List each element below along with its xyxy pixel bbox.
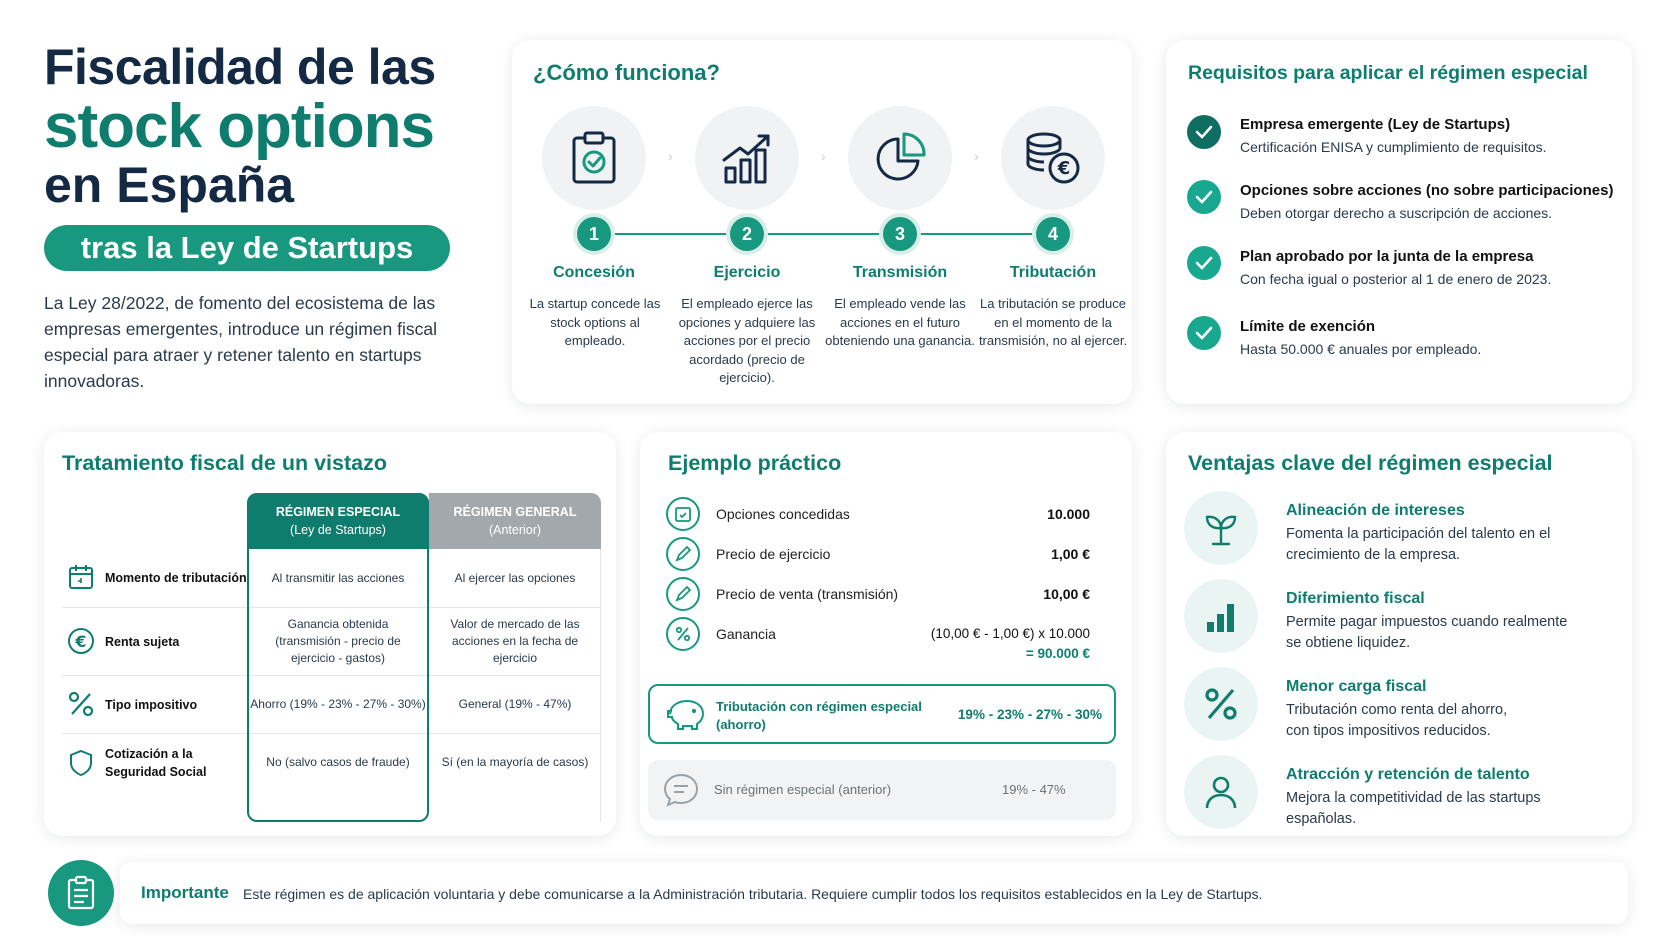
check-icon	[1187, 115, 1221, 149]
hero-intro: La Ley 28/2022, de fomento del ecosistema de las empresas emergentes, introduce un régimen fiscal especial para atraer y retener talento en startups innovadoras.	[44, 293, 437, 391]
example-row-options-label: Opciones concedidas	[716, 506, 850, 522]
pencil-icon	[666, 577, 700, 611]
cell-special-income: Ganancia obtenida (transmisión - precio de ejercicio - gastos)	[275, 617, 401, 665]
row-label-timing: Momento de tributación	[105, 571, 247, 585]
step-2-desc: El empleado ejerce las opciones y adquiere las acciones por el precio acordado (precio de ejercicio).	[678, 296, 816, 385]
sprout-icon	[1201, 508, 1241, 548]
advantage-2-title: Diferimiento fiscal	[1286, 590, 1425, 607]
special-regime-result-value: 19% - 23% - 27% - 30%	[957, 707, 1102, 722]
example-row-gain-formula: (10,00 € - 1,00 €) x 10.000	[930, 626, 1090, 641]
cell-special-social-security: No (salvo casos de fraude)	[266, 754, 410, 769]
hero-title-line3: en España	[44, 157, 295, 213]
hero-title-line1: Fiscalidad de las	[44, 39, 436, 95]
general-regime-header-label: RÉGIMEN GENERAL	[453, 505, 577, 519]
row-label-tax-rate: Tipo impositivo	[105, 698, 198, 712]
chevron-right-icon: ›	[974, 148, 979, 164]
important-note-icon-circle	[48, 860, 114, 926]
important-note-text: Este régimen es de aplicación voluntaria y debe comunicarse a la Administración tributaria. Requiere cumplir todos los requisitos establecidos en la Ley de Startups.	[243, 886, 1263, 902]
general-regime-header-sub: (Anterior)	[488, 523, 542, 537]
step-1-desc: La startup concede las stock options al empleado.	[529, 296, 661, 348]
example-gain-total: = 90.000 €	[1025, 646, 1090, 661]
step-1-icon-circle	[542, 106, 646, 210]
requirement-4-desc: Hasta 50.000 € anuales por empleado.	[1240, 341, 1482, 357]
check-icon	[1187, 246, 1221, 280]
requirements-title: Requisitos para aplicar el régimen especial	[1188, 62, 1588, 84]
cell-general-timing: Al ejercer las opciones	[454, 570, 576, 585]
row-label-social-security: Cotización a la Seguridad Social	[105, 747, 207, 779]
calendar-check-icon	[666, 497, 700, 531]
cell-special-tax-rate: Ahorro (19% - 23% - 27% - 30%)	[250, 697, 426, 711]
euro-icon	[66, 626, 96, 656]
check-icon	[1187, 180, 1221, 214]
svg-text:€: €	[75, 632, 87, 651]
step-4-title: Tributación	[1009, 264, 1097, 281]
step-4-number: 4	[1036, 217, 1070, 251]
hero-title-line2: stock options	[44, 92, 435, 161]
requirement-2-desc: Deben otorgar derecho a suscripción de acciones.	[1240, 205, 1553, 221]
step-2-title: Ejercicio	[713, 264, 781, 281]
clipboard-check-icon	[568, 130, 620, 186]
fiscal-table-title: Tratamiento fiscal de un vistazo	[62, 451, 387, 475]
general-regime-result-value: 19% - 47%	[1002, 782, 1066, 797]
requirement-1-desc: Certificación ENISA y cumplimiento de requisitos.	[1240, 139, 1547, 155]
calendar-icon	[66, 562, 96, 592]
example-row-options-value: 10.000	[1047, 506, 1090, 522]
special-regime-header-label: RÉGIMEN ESPECIAL	[275, 505, 401, 519]
piggy-bank-icon	[662, 696, 706, 734]
hero-subtitle-pill: tras la Ley de Startups	[44, 225, 450, 271]
shield-icon	[66, 748, 96, 778]
bar-chart-icon	[1201, 596, 1241, 636]
example-row-sale-value: 10,00 €	[1043, 586, 1090, 602]
cell-general-income: Valor de mercado de las acciones en la fecha de ejercicio	[450, 617, 580, 665]
requirement-1-title: Empresa emergente (Ley de Startups)	[1240, 116, 1511, 133]
requirement-2-title: Opciones sobre acciones (no sobre participaciones)	[1240, 182, 1614, 199]
special-regime-header-sub: (Ley de Startups)	[290, 523, 386, 537]
svg-text:€: €	[1057, 158, 1071, 179]
percent-icon	[666, 617, 700, 651]
special-regime-result-label: Tributación con régimen especial (ahorro)	[716, 699, 922, 732]
growth-chart-icon	[718, 130, 776, 186]
step-3-icon-circle	[848, 106, 952, 210]
requirement-3-title: Plan aprobado por la junta de la empresa	[1240, 248, 1534, 265]
step-3-number: 3	[883, 217, 917, 251]
check-icon	[1187, 316, 1221, 350]
example-title: Ejemplo práctico	[668, 451, 842, 475]
pencil-icon	[666, 537, 700, 571]
cell-general-tax-rate: General (19% - 47%)	[458, 697, 572, 711]
row-label-income: Renta sujeta	[105, 635, 180, 649]
example-row-exercise-value: 1,00 €	[1051, 546, 1090, 562]
step-4-icon-circle	[1001, 106, 1105, 210]
person-icon	[1201, 772, 1241, 812]
steps-connector-line	[594, 233, 1054, 235]
coins-euro-icon	[1022, 130, 1084, 186]
advantage-2-icon-circle	[1184, 579, 1258, 653]
how-it-works-title: ¿Cómo funciona?	[533, 60, 720, 85]
requirement-4-title: Límite de exención	[1240, 318, 1376, 335]
step-2-icon-circle	[695, 106, 799, 210]
clipboard-list-icon	[65, 875, 97, 911]
advantages-title: Ventajas clave del régimen especial	[1188, 451, 1553, 475]
cell-general-social-security: Sí (en la mayoría de casos)	[441, 754, 589, 769]
example-row-gain-label: Ganancia	[716, 626, 776, 642]
percent-icon	[66, 689, 96, 719]
important-note-label: Importante	[141, 883, 229, 902]
step-2-number: 2	[730, 217, 764, 251]
chevron-right-icon: ›	[821, 148, 826, 164]
step-1-title: Concesión	[553, 264, 635, 281]
special-regime-header	[247, 493, 429, 549]
advantage-3-icon-circle	[1184, 667, 1258, 741]
step-1-number: 1	[577, 217, 611, 251]
example-row-exercise-label: Precio de ejercicio	[716, 546, 831, 562]
advantage-4-title: Atracción y retención de talento	[1286, 766, 1530, 783]
special-regime-result-box	[648, 684, 1116, 744]
advantage-1-icon-circle	[1184, 491, 1258, 565]
advantage-2-desc: Permite pagar impuestos cuando realmente se obtiene liquidez.	[1286, 614, 1568, 651]
cell-special-timing: Al transmitir las acciones	[271, 570, 405, 585]
receipt-icon	[662, 772, 700, 808]
general-regime-result-label: Sin régimen especial (anterior)	[714, 782, 892, 797]
example-row-sale-label: Precio de venta (transmisión)	[716, 586, 899, 602]
advantage-1-desc: Fomenta la participación del talento en el crecimiento de la empresa.	[1286, 526, 1551, 563]
pie-chart-icon	[871, 129, 929, 187]
general-regime-result-box	[648, 760, 1116, 820]
advantage-4-desc: Mejora la competitividad de las startups españolas.	[1286, 790, 1541, 827]
general-regime-header	[429, 493, 601, 549]
advantage-1-title: Alineación de intereses	[1286, 502, 1465, 519]
step-3-title: Transmisión	[852, 264, 948, 281]
chevron-right-icon: ›	[668, 148, 673, 164]
step-4-desc: La tributación se produce en el momento de la transmisión, no al ejercer.	[978, 296, 1128, 348]
percent-icon	[1201, 684, 1241, 724]
step-3-desc: El empleado vende las acciones en el futuro obteniendo una ganancia.	[825, 296, 975, 348]
requirement-3-desc: Con fecha igual o posterior al 1 de enero de 2023.	[1240, 271, 1552, 287]
advantage-3-desc: Tributación como renta del ahorro, con tipos impositivos reducidos.	[1286, 702, 1508, 739]
advantage-4-icon-circle	[1184, 755, 1258, 829]
advantage-3-title: Menor carga fiscal	[1286, 678, 1427, 695]
